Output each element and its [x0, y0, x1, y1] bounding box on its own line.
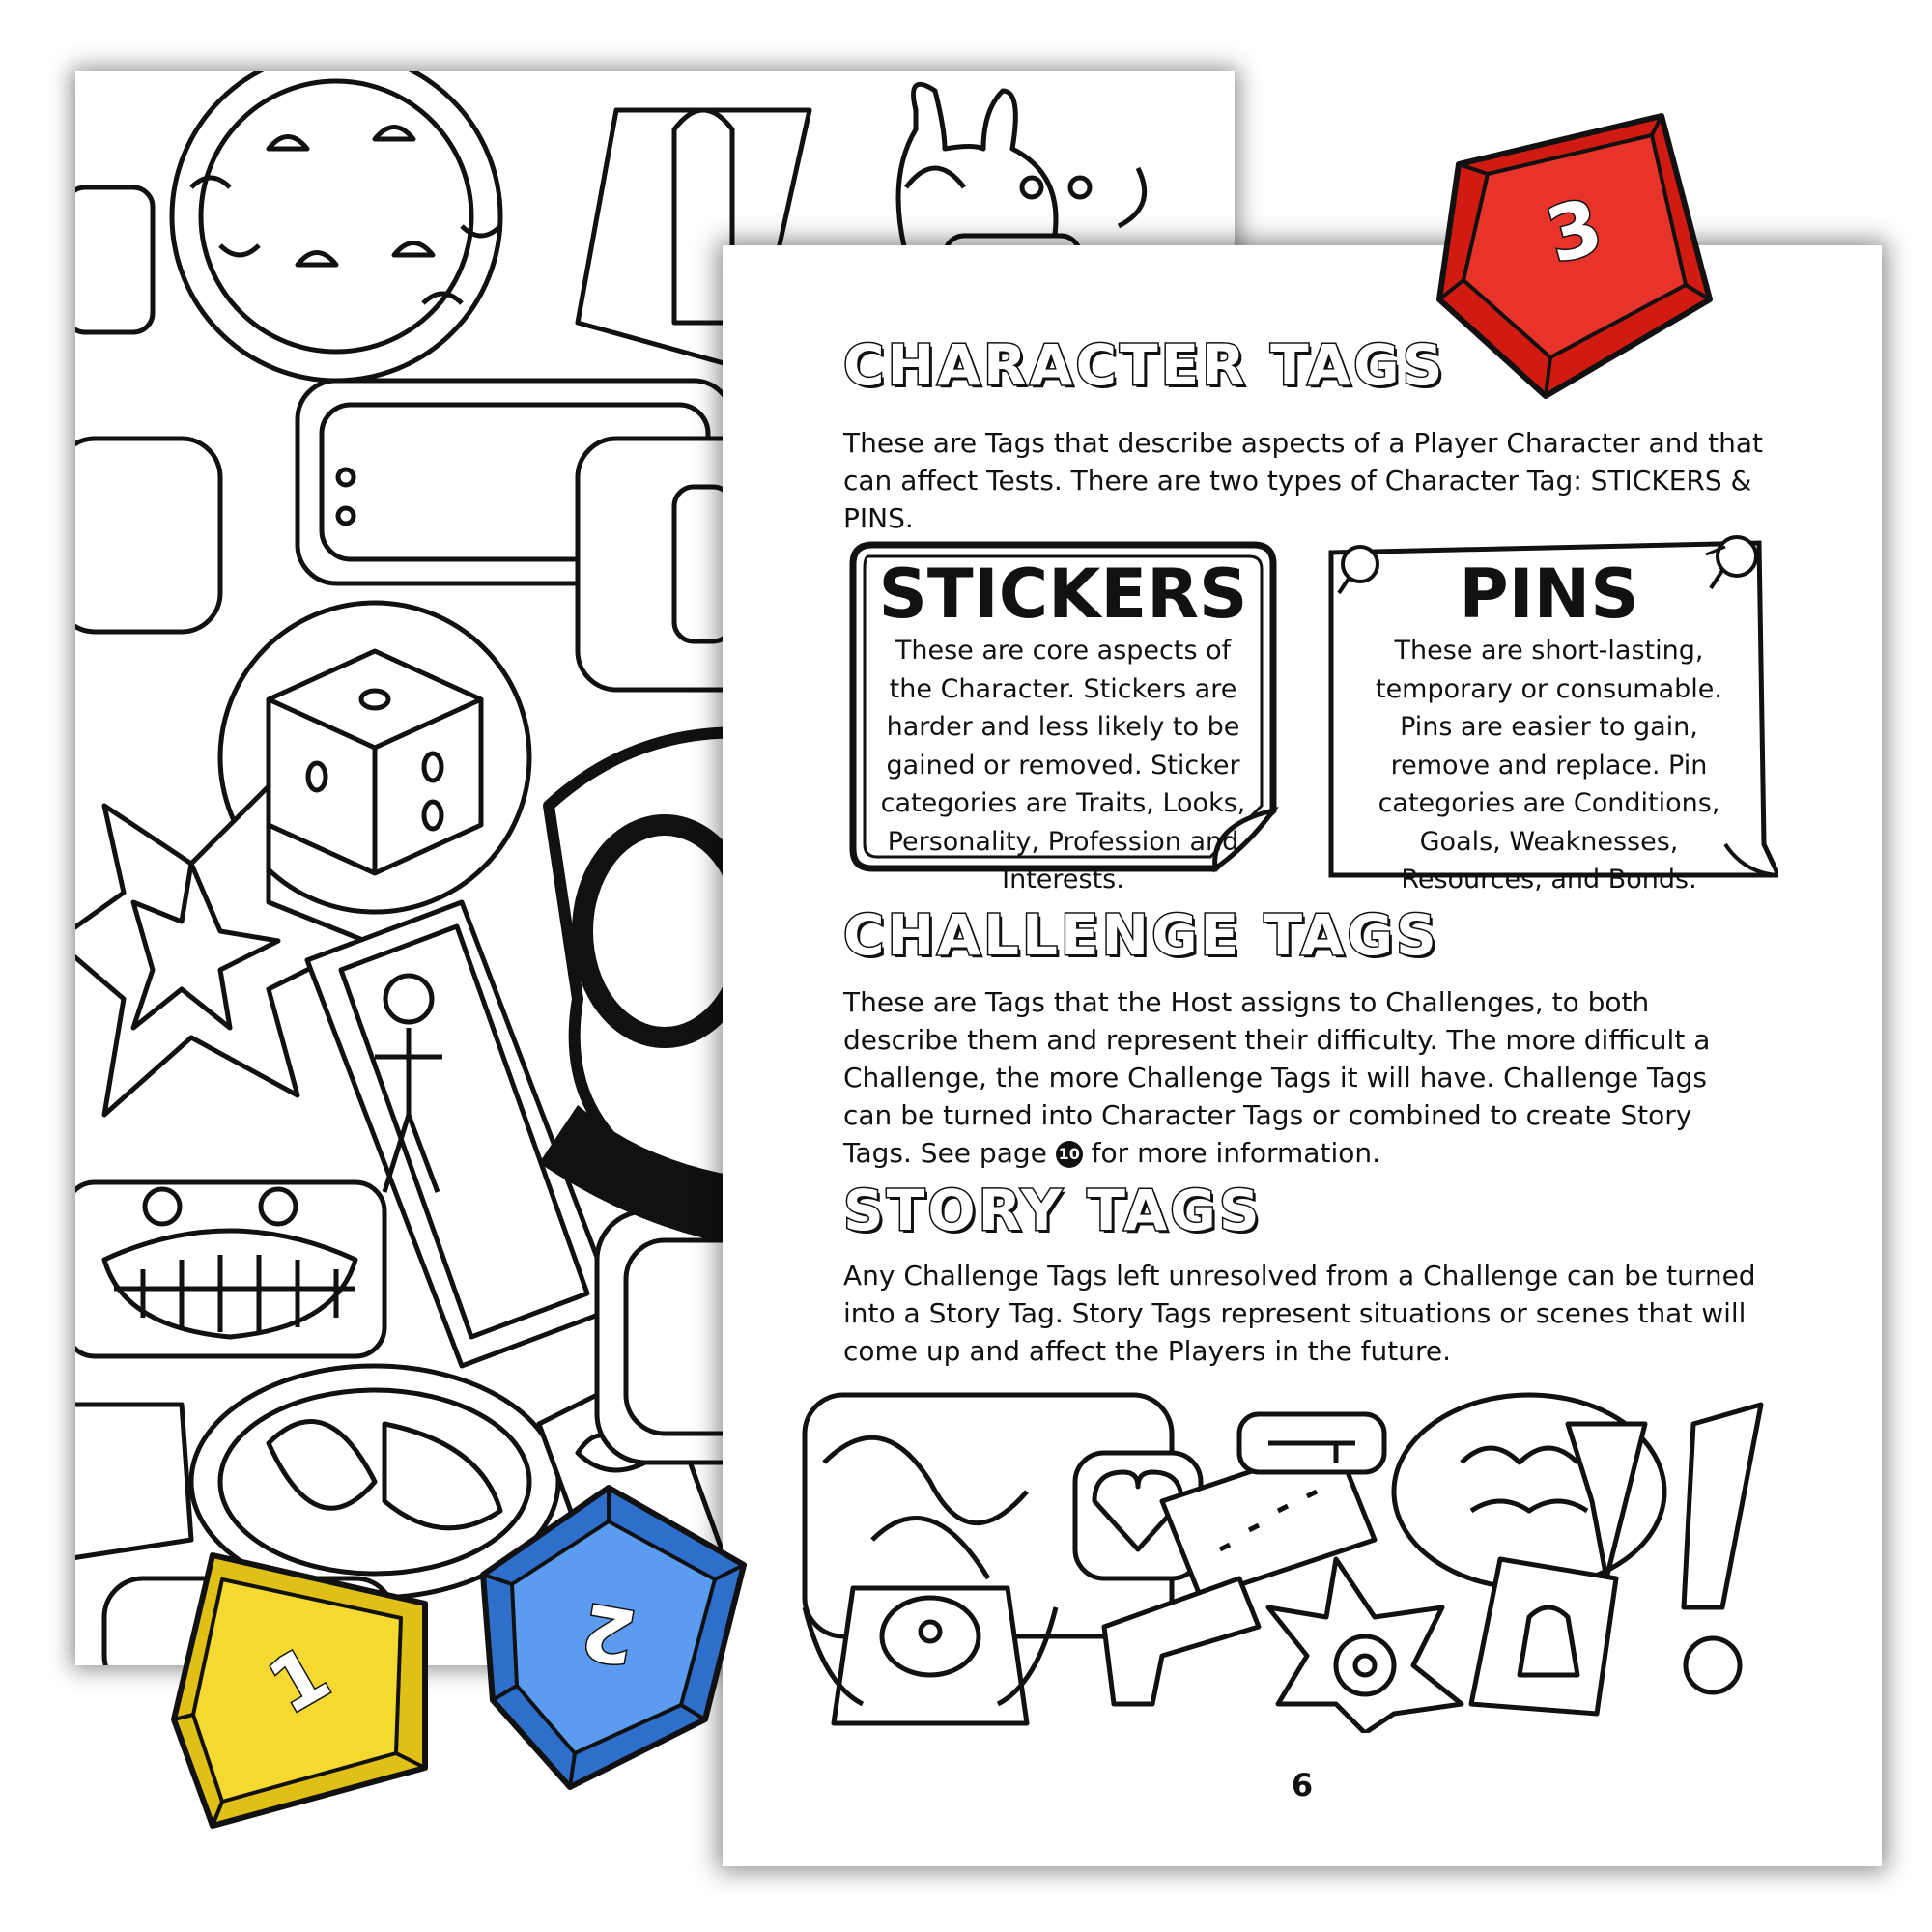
challenge-tags-text-main: These are Tags that the Host assigns to Challenges, to both describe them and represent their difficulty. The more difficult a Challenge, the more Challenge Tags it will have. Challenge Tags can be turned into Character Tags or combined to create Story Tags. See page [843, 986, 1711, 1169]
pins-title: PINS [1459, 554, 1639, 634]
challenge-tags-heading: CHALLENGE TAGS [843, 902, 1439, 968]
die-number: 1 [254, 1630, 345, 1732]
page-number: 6 [1291, 1767, 1314, 1804]
character-tags-heading: CHARACTER TAGS [843, 332, 1446, 398]
pins-box [1320, 526, 1778, 895]
pins-text: These are short-lasting, temporary or consumable. Pins are easier to gain, remove and replace. Pin categories are Conditions, Goals, Weaknesses, Resources, and Bonds. [1375, 636, 1722, 895]
challenge-tags-text-end: for more information. [1091, 1137, 1381, 1169]
stickers-box [843, 535, 1283, 895]
rules-page [723, 245, 1882, 1866]
die-number: 2 [575, 1584, 642, 1681]
sticker-collage-illustration [795, 1385, 1819, 1733]
character-tags-intro: These are Tags that describe aspects of a Player Character and that can affect Tests. There are two types of Character Tag: STICKERS & PINS. [843, 427, 1763, 534]
page-reference-badge: 10 [1056, 1141, 1083, 1168]
yellow-die [155, 1546, 454, 1835]
challenge-tags-text [843, 983, 1747, 1172]
blue-die [464, 1478, 753, 1797]
story-tags-heading: STORY TAGS [843, 1178, 1263, 1243]
story-tags-text: Any Challenge Tags left unresolved from a Challenge can be turned into a Story Tag. Story Tags represent situations or scenes that will come up and affect the Players in the future. [843, 1260, 1756, 1367]
stickers-text: These are core aspects of the Character. Stickers are harder and less likely to be gained or removed. Sticker categories are Traits, Looks, Personality, Profession and Interests. [880, 636, 1246, 895]
stickers-title: STICKERS [878, 554, 1248, 634]
die-number: 3 [1538, 183, 1611, 281]
red-die [1420, 106, 1729, 415]
